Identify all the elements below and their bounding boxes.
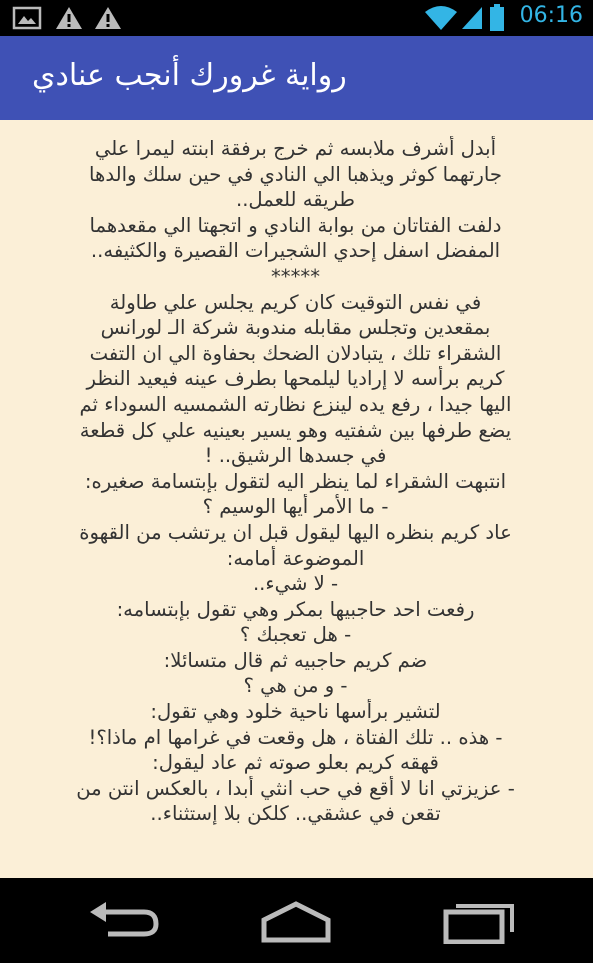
story-line: - هذه .. تلك الفتاة ، هل وقعت في غرامها ام ماذا؟! (88, 725, 503, 749)
story-line: في جسدها الرشيق.. ! (204, 444, 387, 468)
warning-icon (94, 6, 122, 34)
story-line: لتشير برأسها ناحية خلود وهي تقول: (150, 700, 441, 724)
story-line: - عزيزتي انا لا أقع في حب انثي أبدا ، بالعكس انتن من (76, 776, 515, 800)
story-line: في نفس التوقيت كان كريم يجلس علي طاولة (109, 290, 482, 314)
story-line: انتبهت الشقراء لما ينظر اليه لتقول بإبتسامة صغيره: (84, 469, 507, 493)
story-line: - هل تعجبك ؟ (239, 623, 352, 647)
story-text (0, 120, 593, 827)
story-line: - لا شيء.. (252, 572, 339, 596)
story-line: يضع طرفها بين شفتيه وهو يسير بعينيه علي كل قطعة (79, 418, 512, 442)
app-title: رواية غرورك أنجب عنادي (32, 58, 347, 93)
back-icon[interactable] (86, 900, 166, 944)
clock: 06:16 (519, 3, 583, 28)
story-line: عاد كريم بنظره اليها ليقول قبل ان يرتشب من القهوة (79, 520, 512, 544)
story-line: المفضل اسفل إحدي الشجيرات القصيرة والكثيفه.. (90, 239, 501, 263)
story-line: تقعن في عشقي.. كلكن بلا إستثناء.. (150, 802, 441, 826)
battery-icon (489, 4, 505, 36)
story-line: أبدل أشرف ملابسه ثم خرج برفقة ابنته ليمرا علي (94, 137, 497, 160)
story-line: الموضوعة أمامه: (226, 546, 365, 570)
story-line: اليها جيدا ، رفع يده لينزع نظارته الشمسيه السوداء ثم (79, 392, 512, 416)
recent-apps-icon[interactable] (440, 900, 520, 944)
story-line: كريم برأسه لا إراديا ليلمحها بطرف عينه فيعيد النظر (86, 367, 505, 391)
story-line: الشقراء تلك ، يتبادلان الضحك بحفاوة الي ان التفت (89, 341, 502, 365)
story-line: قهقه كريم بعلو صوته ثم عاد ليقول: (152, 751, 439, 775)
wifi-icon (424, 4, 458, 36)
story-line: طريقه للعمل.. (235, 188, 356, 212)
status-bar (0, 0, 593, 36)
story-line: رفعت احد حاجبيها بمكر وهي تقول بإبتسامه: (116, 597, 475, 621)
warning-icon (55, 6, 83, 34)
story-line: ضم كريم حاجبيه ثم قال متسائلا: (163, 648, 428, 672)
home-icon[interactable] (256, 900, 336, 944)
story-line: بمقعدين وتجلس مقابله مندوبة شركة الـ لورانس (100, 316, 491, 340)
story-line: جارتهما كوثر ويذهبا الي النادي في حين سلك والدها (89, 162, 502, 186)
story-line: - و من هي ؟ (243, 674, 348, 698)
story-content[interactable] (0, 120, 593, 878)
story-line: ***** (271, 264, 320, 288)
story-line: دلفت الفتاتان من بوابة النادي و اتجهتا الي مقعدهما (89, 213, 502, 237)
navigation-bar (0, 878, 593, 963)
action-bar (0, 36, 593, 120)
image-notification-icon (12, 6, 42, 34)
story-line: - ما الأمر أيها الوسيم ؟ (202, 495, 389, 519)
signal-icon (460, 5, 484, 35)
